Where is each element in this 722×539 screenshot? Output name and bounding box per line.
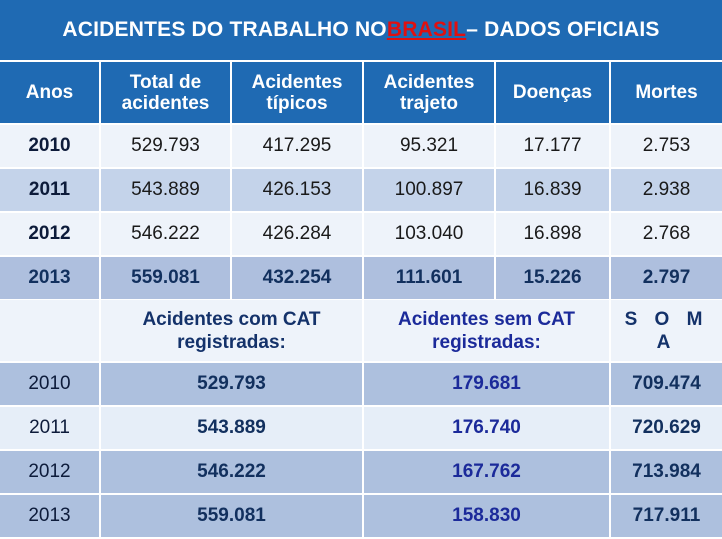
table-row [0,212,722,256]
cell-sem-cat: 158.830 [363,494,610,538]
cell-mortes: 2.768 [610,212,722,256]
col-header-doencas: Doenças [495,62,610,124]
cell-trajeto: 95.321 [363,124,495,168]
cell-trajeto: 103.040 [363,212,495,256]
cell-doencas: 15.226 [495,256,610,300]
cell-total: 543.889 [100,168,231,212]
col-header-mortes: Mortes [610,62,722,124]
col-header-total: Total de acidentes [100,62,231,124]
cell-tipicos: 432.254 [231,256,363,300]
accidents-table [0,62,722,301]
cell-doencas: 16.898 [495,212,610,256]
cell-tipicos: 426.284 [231,212,363,256]
table-row [0,256,722,300]
cell-com-cat: 529.793 [100,362,363,406]
table-row [0,168,722,212]
cell-year: 2011 [0,406,100,450]
cell-total: 559.081 [100,256,231,300]
cell-year: 2011 [0,168,100,212]
cell-mortes: 2.753 [610,124,722,168]
cell-soma: 717.911 [610,494,722,538]
cell-trajeto: 100.897 [363,168,495,212]
col-header-soma: S O M A [610,300,722,362]
cell-trajeto: 111.601 [363,256,495,300]
cell-total: 529.793 [100,124,231,168]
cell-mortes: 2.938 [610,168,722,212]
cell-mortes: 2.797 [610,256,722,300]
table-row [0,124,722,168]
cat-summary-table [0,300,722,539]
table-row [0,362,722,406]
cell-soma: 709.474 [610,362,722,406]
cell-sem-cat: 167.762 [363,450,610,494]
col-header-trajeto: Acidentes trajeto [363,62,495,124]
col-header-empty [0,300,100,362]
cell-doencas: 16.839 [495,168,610,212]
cell-soma: 713.984 [610,450,722,494]
cat-summary-header [0,300,722,362]
col-header-tipicos: Acidentes típicos [231,62,363,124]
cell-doencas: 17.177 [495,124,610,168]
cell-year: 2010 [0,362,100,406]
cell-year: 2012 [0,212,100,256]
cell-year: 2010 [0,124,100,168]
cell-year: 2013 [0,494,100,538]
title-after: – DADOS OFICIAIS [466,18,660,41]
cell-year: 2012 [0,450,100,494]
cell-tipicos: 426.153 [231,168,363,212]
cell-total: 546.222 [100,212,231,256]
cell-com-cat: 543.889 [100,406,363,450]
col-header-anos: Anos [0,62,100,124]
cell-tipicos: 417.295 [231,124,363,168]
col-header-sem-cat: Acidentes sem CAT registradas: [363,300,610,362]
cell-com-cat: 559.081 [100,494,363,538]
cell-sem-cat: 176.740 [363,406,610,450]
title-highlight-brasil: BRASIL [386,18,467,41]
col-header-com-cat: Acidentes com CAT registradas: [100,300,363,362]
table-row [0,406,722,450]
page-title [0,0,722,62]
table-row [0,494,722,538]
cell-com-cat: 546.222 [100,450,363,494]
table-row [0,450,722,494]
cell-year: 2013 [0,256,100,300]
cell-soma: 720.629 [610,406,722,450]
accidents-table-header [0,62,722,124]
cell-sem-cat: 179.681 [363,362,610,406]
title-before: ACIDENTES DO TRABALHO NO [62,18,387,41]
